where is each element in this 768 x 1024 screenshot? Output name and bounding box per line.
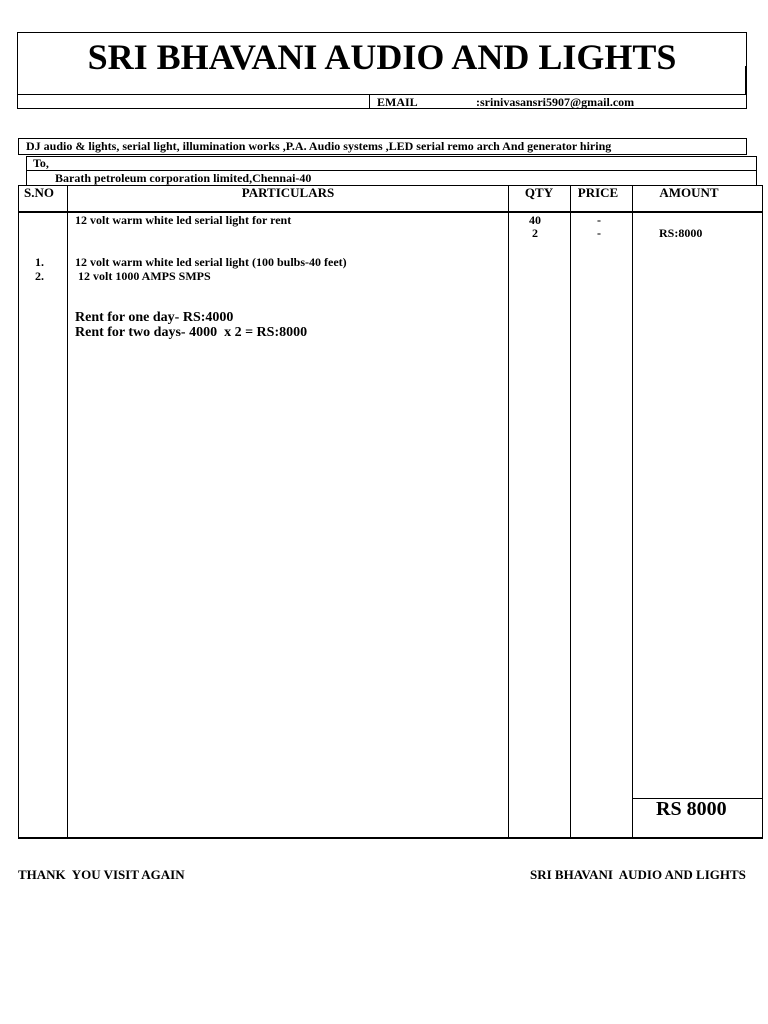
row-1-particulars: 12 volt warm white led serial light (100 bulbs-40 feet) bbox=[75, 255, 347, 269]
column-header-qty: QTY bbox=[524, 185, 554, 200]
email-label: EMAIL bbox=[377, 95, 418, 109]
intro-particulars: 12 volt warm white led serial light for rent bbox=[75, 213, 292, 227]
intro-price: - bbox=[597, 213, 601, 227]
intro-amount: RS:8000 bbox=[659, 226, 703, 240]
intro-qty: 40 bbox=[529, 213, 541, 227]
column-header-sno: S.NO bbox=[24, 185, 54, 200]
intro-price-2: - bbox=[597, 226, 601, 240]
rent-note-one-day: Rent for one day- RS:4000 bbox=[75, 310, 234, 325]
column-header-amount: AMOUNT bbox=[659, 185, 719, 200]
company-title: SRI BHAVANI AUDIO AND LIGHTS bbox=[87, 37, 677, 77]
services-text: DJ audio & lights, serial light, illumination works ,P.A. Audio systems ,LED serial remo arch And generator hiring bbox=[26, 139, 612, 153]
email-divider bbox=[369, 94, 370, 109]
title-box-edge bbox=[745, 66, 747, 94]
column-divider bbox=[570, 185, 571, 839]
footer-company-name: SRI BHAVANI AUDIO AND LIGHTS bbox=[530, 867, 746, 882]
rent-note-two-days: Rent for two days- 4000 x 2 = RS:8000 bbox=[75, 325, 308, 340]
column-divider bbox=[508, 185, 509, 839]
column-header-particulars: PARTICULARS bbox=[241, 185, 335, 200]
column-divider bbox=[67, 185, 68, 839]
row-1-sno: 1. bbox=[35, 255, 44, 269]
intro-qty-2: 2 bbox=[532, 226, 538, 240]
recipient-label: To, bbox=[33, 156, 49, 170]
column-header-price: PRICE bbox=[577, 185, 619, 200]
column-divider bbox=[632, 185, 633, 839]
recipient-label-box bbox=[26, 156, 757, 171]
total-underline bbox=[652, 837, 763, 838]
email-value: :srinivasansri5907@gmail.com bbox=[476, 95, 635, 109]
total-amount: RS 8000 bbox=[656, 798, 727, 820]
row-2-sno: 2. bbox=[35, 269, 44, 283]
row-2-particulars: 12 volt 1000 AMPS SMPS bbox=[75, 269, 211, 283]
footer-thank-you: THANK YOU VISIT AGAIN bbox=[18, 867, 185, 882]
recipient-name: Barath petroleum corporation limited,Chennai-40 bbox=[55, 171, 312, 185]
